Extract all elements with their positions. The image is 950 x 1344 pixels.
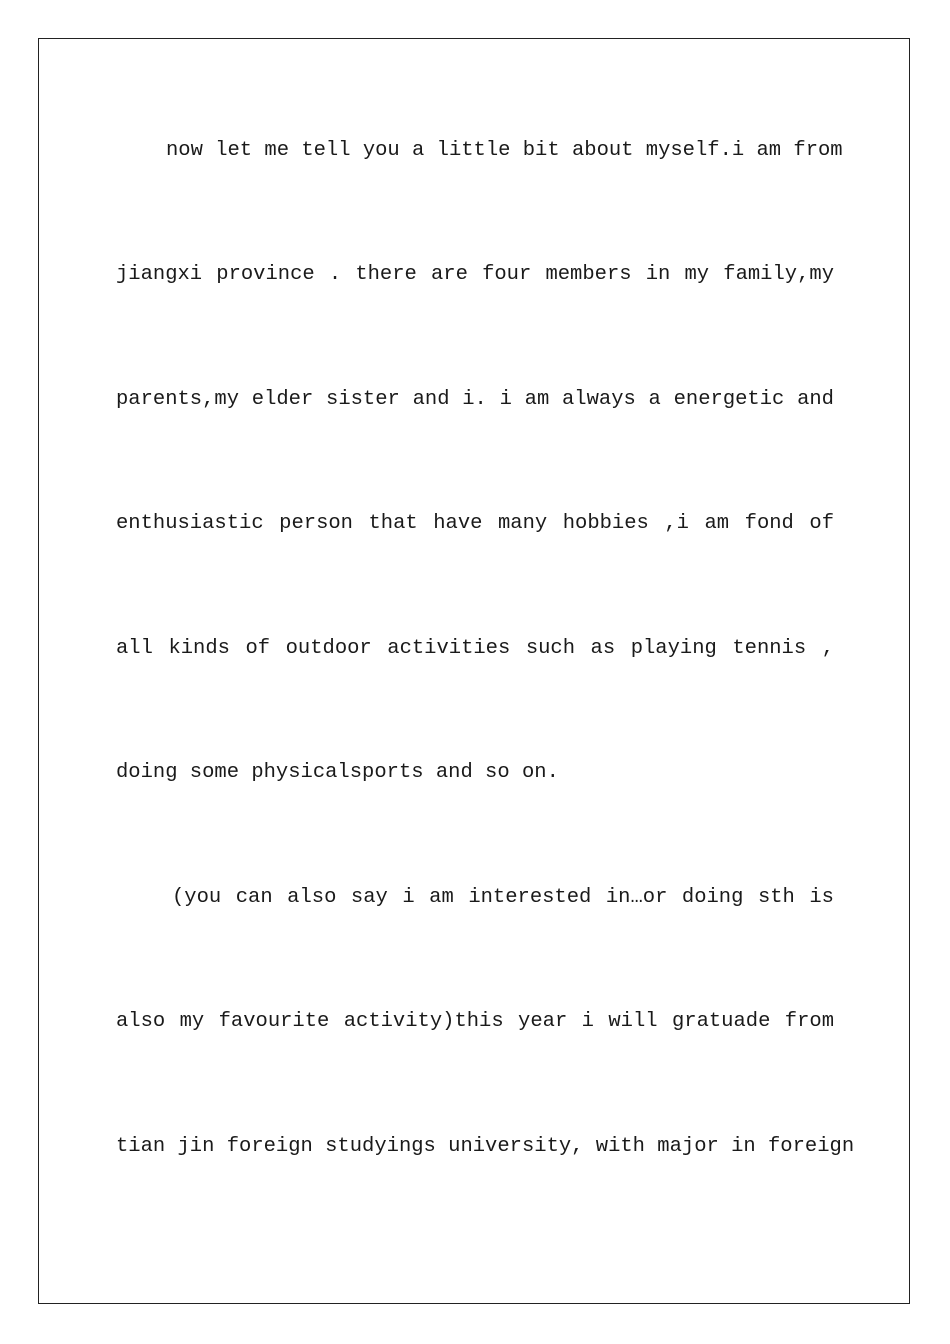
paragraph-line-6: doing some physicalsports and so on. [116, 761, 559, 784]
paragraph-line-7: (you can also say i am interested in…or doing sth is [172, 886, 834, 909]
paragraph-line-2: jiangxi province . there are four members in my family,my [116, 263, 834, 286]
paragraph-line-3: parents,my elder sister and i. i am always a energetic and [116, 388, 834, 411]
paragraph-line-4: enthusiastic person that have many hobbies ,i am fond of [116, 512, 834, 535]
document-page [38, 38, 910, 1304]
paragraph-line-1: now let me tell you a little bit about myself.i am from [166, 139, 843, 162]
paragraph-line-8: also my favourite activity)this year i will gratuade from [116, 1010, 834, 1033]
paragraph-line-5: all kinds of outdoor activities such as playing tennis , [116, 637, 834, 660]
paragraph-line-9: tian jin foreign studyings university, with major in foreign [116, 1135, 855, 1158]
